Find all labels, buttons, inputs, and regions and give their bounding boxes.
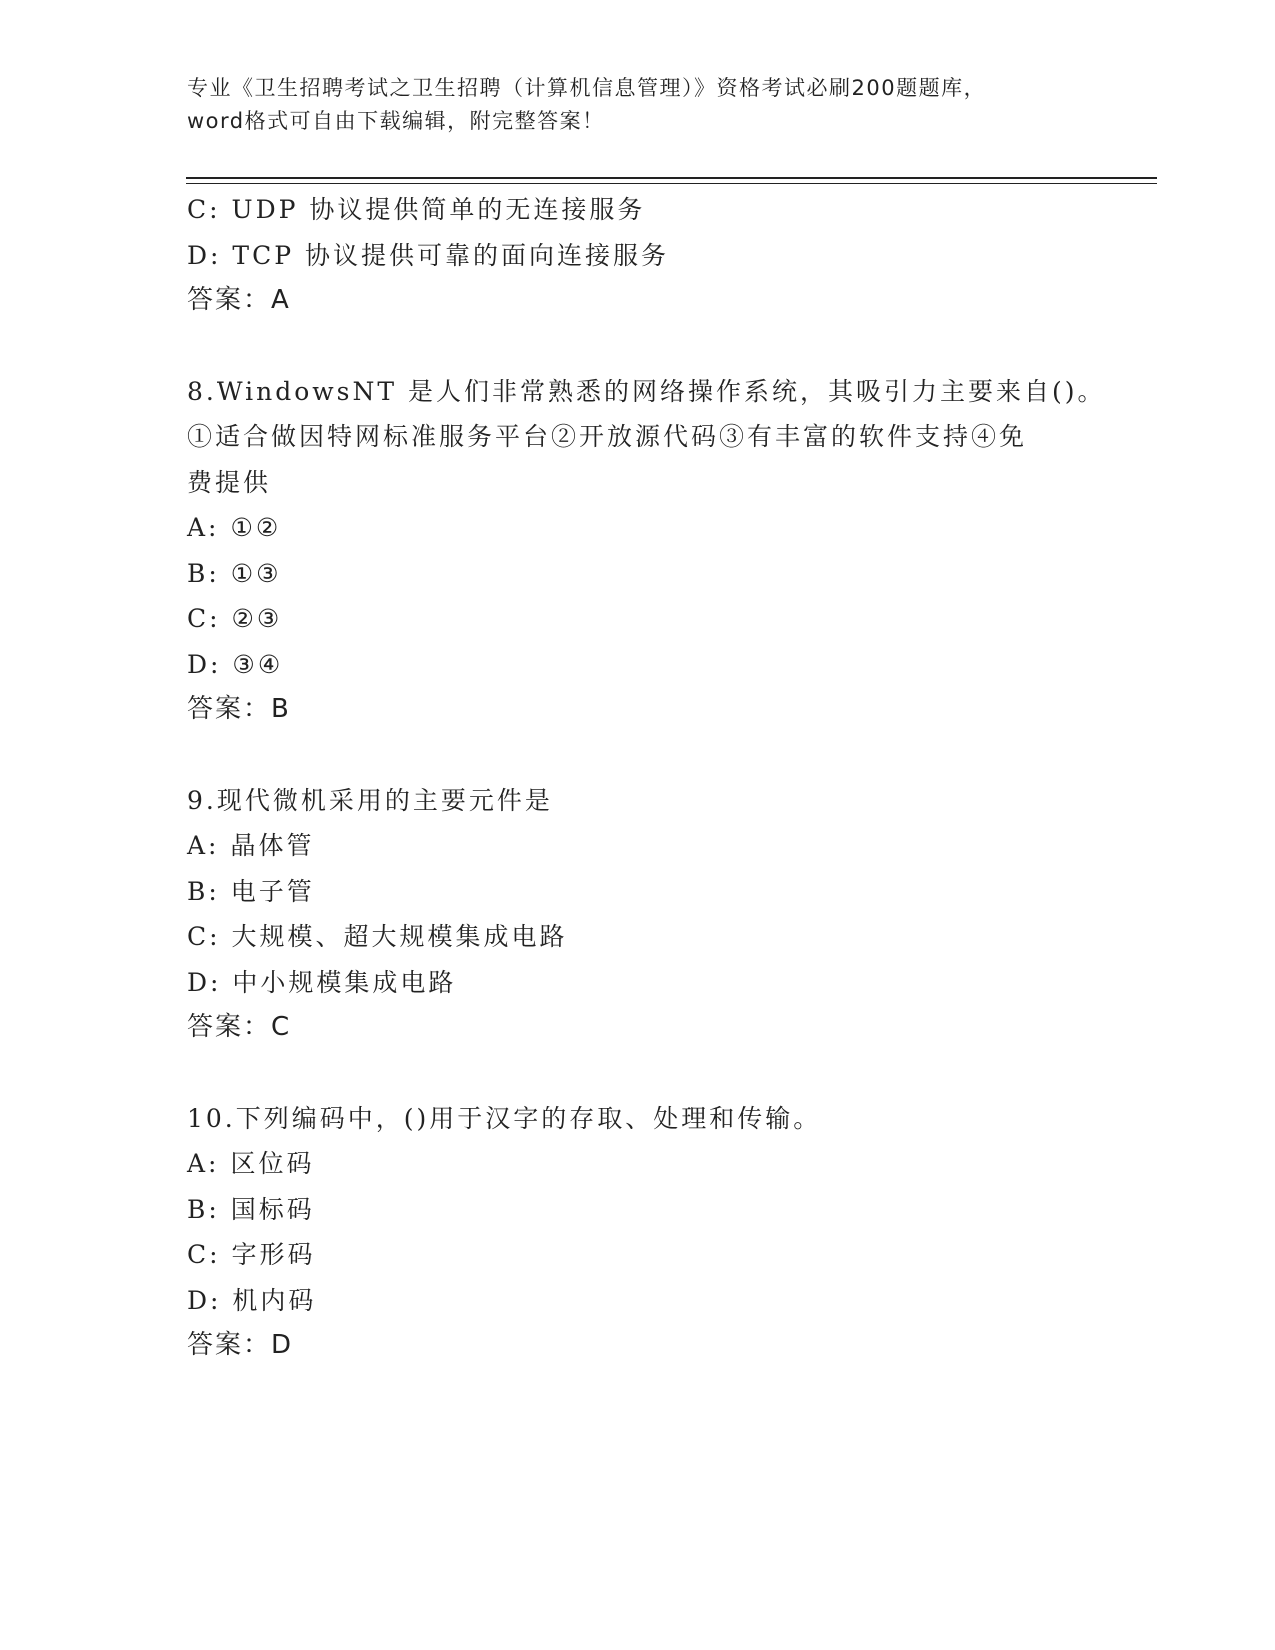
option-key: B: (187, 1194, 220, 1224)
question-stem: 8.WindowsNT 是人们非常熟悉的网络操作系统，其吸引力主要来自()。 (187, 376, 1106, 406)
option-text: 大规模、超大规模集成电路 (231, 922, 568, 951)
option-key: C: (187, 195, 221, 224)
option-text: 国标码 (230, 1194, 315, 1224)
option-key: D: (187, 1285, 222, 1315)
header-line-1: 专业《卫生招聘考试之卫生招聘（计算机信息管理）》资格考试必刷200题题库， (187, 76, 987, 100)
option-a (187, 505, 1107, 551)
question-content (187, 187, 1107, 1369)
option-key: B: (187, 876, 220, 906)
option-text: 机内码 (232, 1285, 317, 1315)
option-a (187, 823, 1107, 869)
question-10 (187, 1096, 1107, 1369)
answer-line: 答案：D (187, 1330, 294, 1360)
option-key: A: (187, 831, 220, 860)
option-b (187, 551, 1107, 597)
option-text: ①③ (230, 558, 282, 588)
option-c (187, 1232, 1107, 1278)
option-key: A: (187, 513, 220, 542)
option-text: 区位码 (230, 1149, 315, 1178)
question-9 (187, 778, 1107, 1051)
option-key: C: (187, 922, 221, 951)
header-rule-thick (186, 177, 1157, 179)
header-rule-thin (186, 183, 1157, 184)
option-c (187, 187, 1107, 233)
option-key: A: (187, 1149, 220, 1178)
question-stem: 9.现代微机采用的主要元件是 (187, 785, 553, 815)
option-key: C: (187, 604, 221, 633)
option-text: UDP 协议提供简单的无连接服务 (231, 195, 646, 224)
option-text: ③④ (232, 649, 284, 679)
question-stem: 费提供 (187, 467, 272, 497)
option-text: ②③ (231, 604, 283, 633)
option-key: D: (187, 240, 222, 270)
option-text: ①② (230, 513, 282, 542)
answer-line: 答案：C (187, 1012, 292, 1042)
question-stem: ①适合做因特网标准服务平台②开放源代码③有丰富的软件支持④免 (187, 422, 1028, 451)
option-text: 晶体管 (230, 831, 315, 860)
option-key: B: (187, 558, 220, 588)
question-fragment (187, 187, 1107, 324)
option-key: D: (187, 967, 222, 997)
document-header (187, 72, 1067, 138)
question-8 (187, 369, 1107, 733)
option-key: D: (187, 649, 222, 679)
option-b (187, 1187, 1107, 1233)
option-key: C: (187, 1240, 221, 1269)
option-text: 中小规模集成电路 (232, 967, 457, 997)
option-text: TCP 协议提供可靠的面向连接服务 (232, 240, 669, 270)
option-text: 电子管 (230, 876, 315, 906)
option-d (187, 233, 1107, 279)
option-c (187, 596, 1107, 642)
option-c (187, 914, 1107, 960)
answer-line: 答案：A (187, 285, 291, 315)
option-text: 字形码 (231, 1240, 316, 1269)
question-stem: 10.下列编码中，()用于汉字的存取、处理和传输。 (187, 1103, 822, 1133)
option-d (187, 1278, 1107, 1324)
answer-line: 答案：B (187, 694, 291, 724)
header-line-2: word格式可自由下载编辑，附完整答案！ (187, 109, 605, 133)
option-d (187, 960, 1107, 1006)
option-d (187, 642, 1107, 688)
option-b (187, 869, 1107, 915)
option-a (187, 1141, 1107, 1187)
